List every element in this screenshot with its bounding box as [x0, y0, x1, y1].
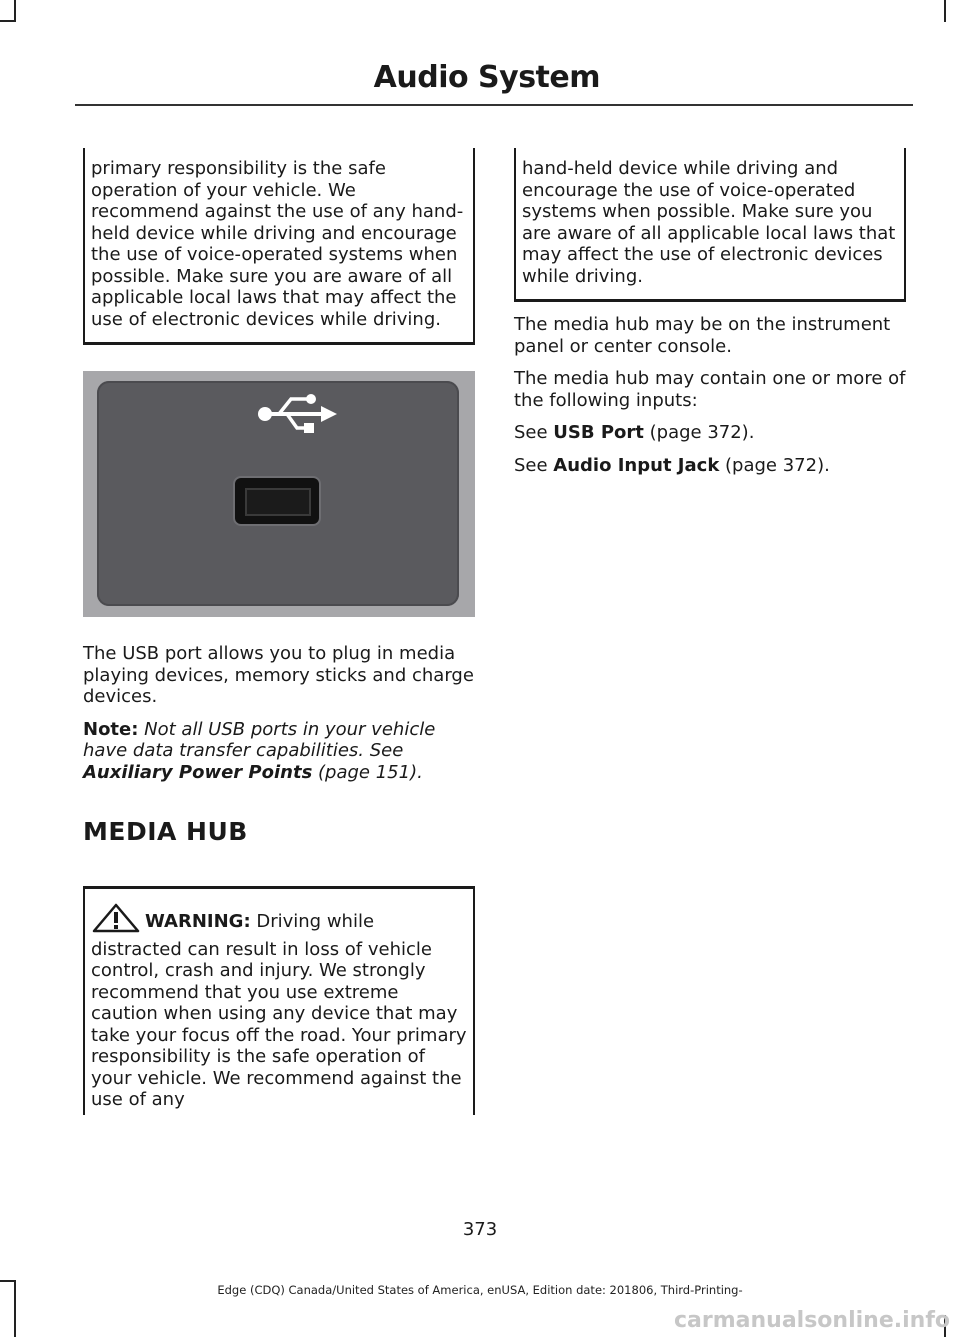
media-hub-inputs-text: The media hub may contain one or more of the following inputs: [514, 368, 906, 411]
left-column [83, 148, 475, 1115]
edition-footer: Edge (CDQ) Canada/United States of America, enUSA, Edition date: 201806, Third-Printing- [217, 1283, 743, 1297]
warning-continuation-right-text: hand-held device while driving and encourage the use of voice-operated systems when possible. Make sure you are aware of all applicable local laws that may affect the use of electronic devices while driving. [522, 158, 896, 287]
warning-paragraph [91, 903, 467, 1111]
note-label: Note: [83, 718, 139, 740]
header-divider [75, 104, 913, 106]
usb-port [235, 478, 319, 524]
see-prefix: See [514, 422, 554, 443]
usb-symbol-icon [257, 391, 341, 437]
audio-input-jack-page-ref: (page 372). [719, 454, 830, 476]
page-number: 373 [462, 1219, 498, 1240]
warning-box-continued-right [514, 148, 906, 302]
note-page-ref: (page 151). [312, 761, 423, 783]
audio-input-jack-link[interactable]: Audio Input Jack [553, 454, 720, 476]
media-hub-location-text: The media hub may be on the instrument panel or center console. [514, 314, 891, 357]
see-prefix: See [514, 454, 554, 476]
section-heading-media-hub: MEDIA HUB [83, 817, 248, 846]
watermark: carmanualsonline.info [674, 1308, 950, 1333]
crop-mark-top-right [944, 0, 946, 22]
crop-mark-bottom-left-h [0, 1280, 16, 1282]
warning-text: Driving while distracted can result in loss of vehicle control, crash and injury. We strongly recommend that you use extreme caution when using any device that may take your focus off the road. Your primary responsibility is the safe operation of your vehicle. We recommend against the use of any [91, 911, 467, 1110]
usb-port-socket [245, 488, 311, 516]
warning-label: WARNING: [145, 911, 251, 932]
warning-continuation-text: primary responsibility is the safe operation of your vehicle. We recommend against the use of any hand-held device while driving and encourage the use of voice-operated systems when possible. Make sure you are aware of all applicable local laws that may affect the use of electronic devices while driving. [91, 158, 464, 330]
crop-mark-top-left-h [0, 20, 16, 22]
right-column [514, 148, 906, 487]
warning-box [83, 886, 475, 1115]
media-hub-panel [97, 381, 459, 606]
usb-port-figure [83, 371, 475, 617]
note-text: Not all USB ports in your vehicle have data transfer capabilities. See [83, 718, 436, 761]
warning-triangle-icon [91, 903, 141, 939]
usb-port-link[interactable]: USB Port [553, 422, 644, 443]
see-audio-input-jack-paragraph [514, 455, 906, 477]
usb-port-page-ref: (page 372). [643, 422, 755, 443]
auxiliary-power-points-link[interactable]: Auxiliary Power Points [83, 761, 313, 783]
warning-box-continued [83, 148, 475, 345]
page-title: Audio System [373, 60, 600, 95]
crop-mark-top-left-v [14, 0, 16, 22]
note-paragraph [83, 719, 475, 784]
see-usb-port-paragraph [514, 422, 906, 444]
usb-description: The USB port allows you to plug in media playing devices, memory sticks and charge devices. [83, 643, 474, 707]
